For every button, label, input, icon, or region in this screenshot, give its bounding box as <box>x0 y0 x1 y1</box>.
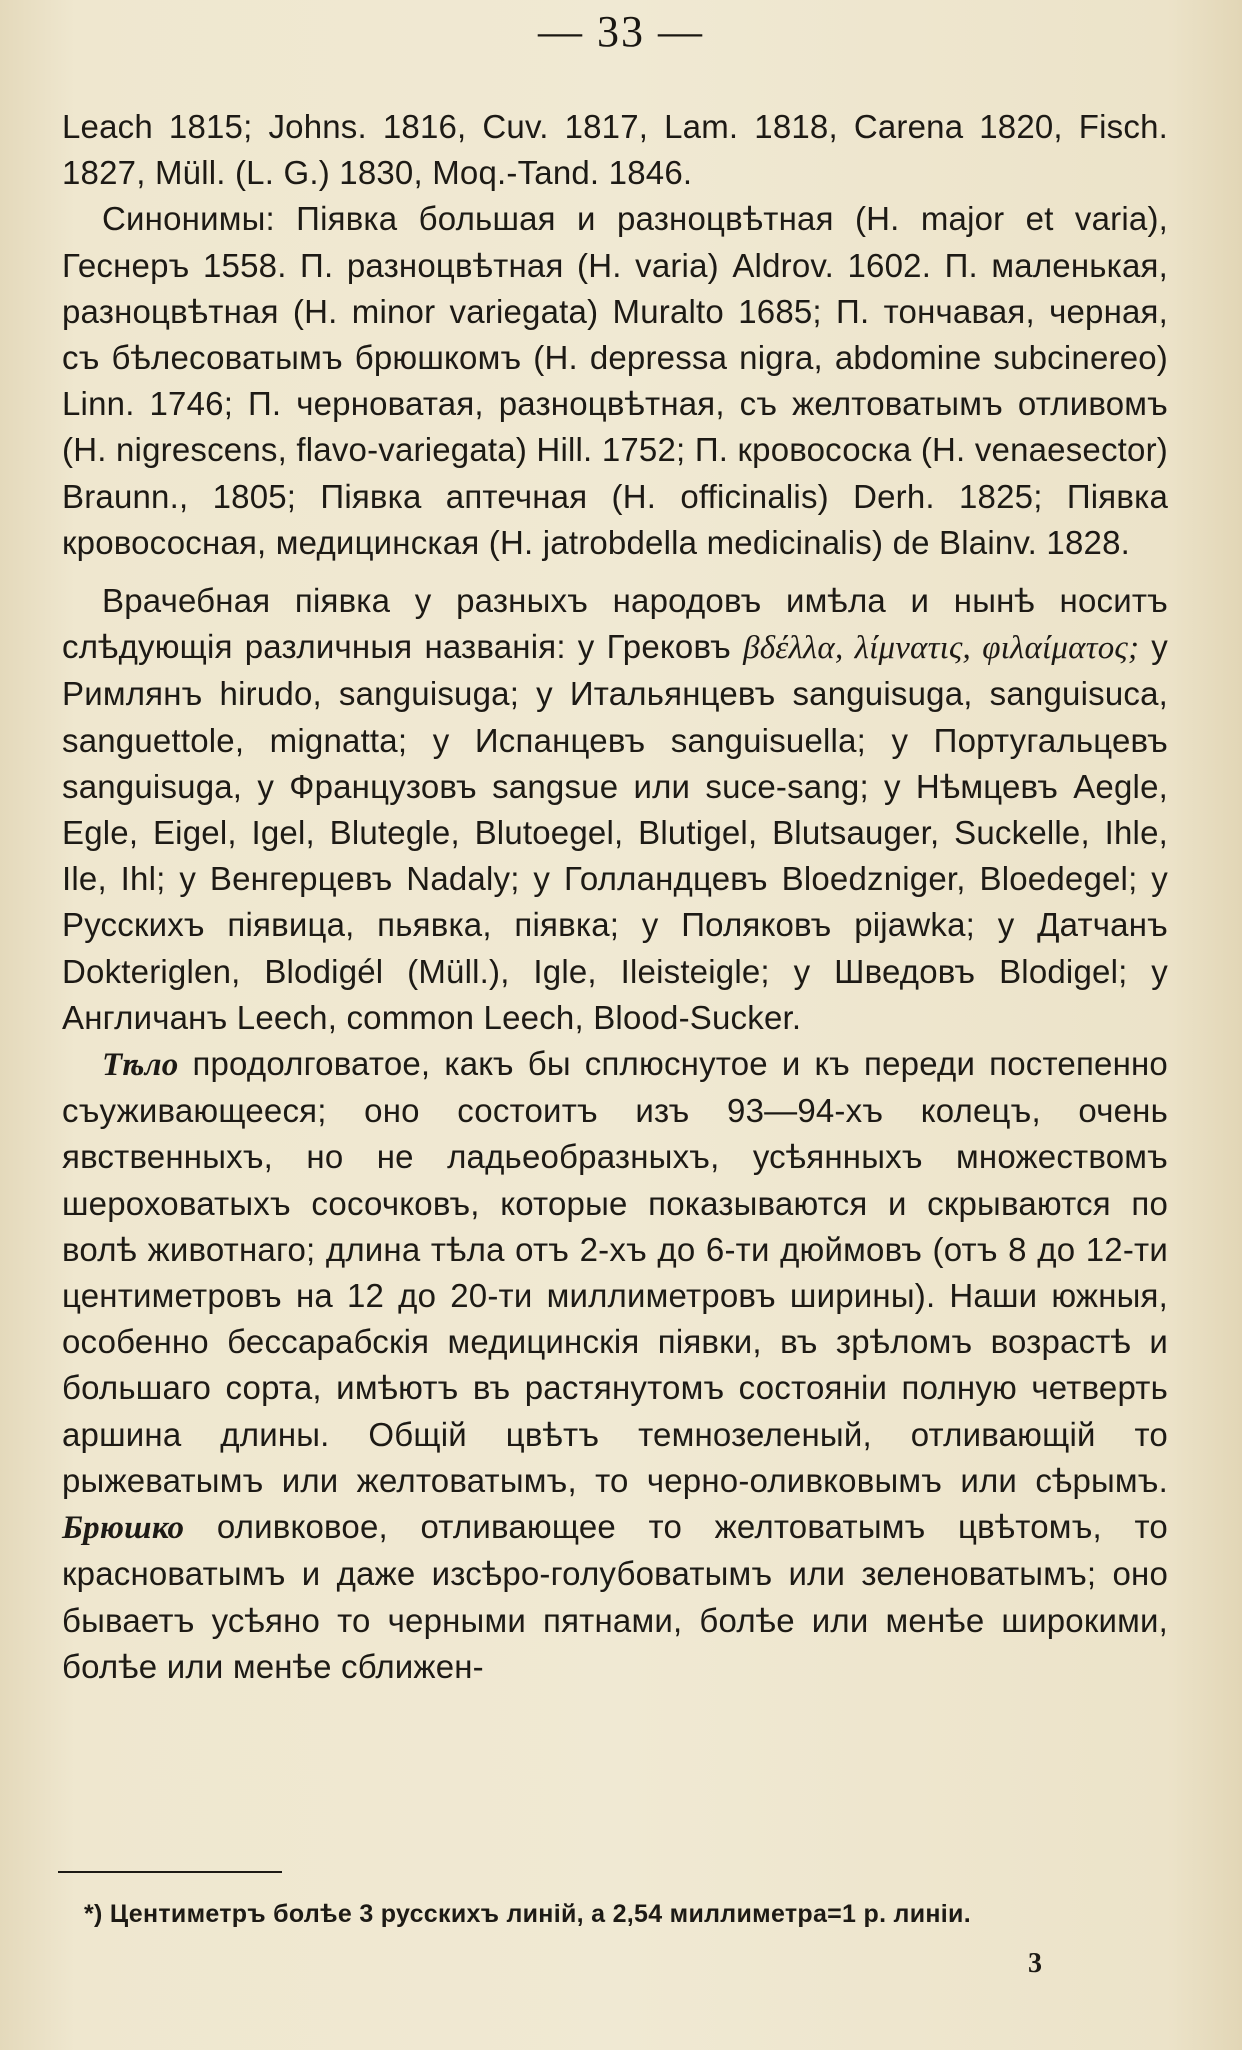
footnote: *) Центиметръ болѣе 3 русскихъ линій, а 2,54 миллиметра=1 р. линіи. <box>84 1900 971 1928</box>
body-description: продолговатое, какъ бы сплюснутое и къ переди постепенно съуживающееся; оно состоитъ изъ 93—94-хъ колецъ, очень явственныхъ, но не ладьеобразныхъ, усѣянныхъ множествомъ шероховатыхъ сосочковъ, которые показываются и скрываются по волѣ животнаго; длина тѣла отъ 2-хъ до 6-ти дюймовъ (отъ 8 до 12-ти центиметровъ на 12 до 20-ти миллиметровъ ширины). Наши южныя, особенно бессарабскія медицинскія піявки, въ зрѣломъ возрастѣ и большаго сорта, имѣютъ въ растянутомъ состояніи полную четверть аршина длины. Общій цвѣтъ темнозеленый, отливающій то рыжеватымъ или желтоватымъ, то черно-оливковымъ или сѣрымъ. <box>62 1045 1168 1499</box>
printer-signature-mark: 3 <box>1028 1948 1042 1979</box>
footnote-divider <box>58 1871 282 1873</box>
term-body: Тѣло <box>102 1047 179 1084</box>
term-belly: Брюшко <box>62 1510 185 1547</box>
greek-names: βδέλλα, λίμνατις, φιλαίματος; <box>743 630 1140 667</box>
belly-description: оливковое, отливающее то желтоватымъ цвѣтомъ, то красноватымъ и даже изсѣро-голубоватымъ или зеленоватымъ; оно бываетъ усѣяно то черными пятнами, болѣе или менѣе широкими, болѣе или менѣе сближен- <box>62 1508 1168 1685</box>
paragraph-names <box>62 578 1168 1041</box>
names-intro: Врачебная піявка у разныхъ народовъ имѣла и нынѣ носитъ слѣдующія различныя названія: у Грековъ <box>62 582 1168 666</box>
paragraph-synonyms: Синонимы: Піявка большая и разноцвѣтная (H. major et varia), Геснеръ 1558. П. разноцвѣтная (H. varia) Aldrov. 1602. П. маленькая, разноцвѣтная (H. minor variegata) Muralto 1685; П. тончавая, черная, съ бѣлесоватымъ брюшкомъ (H. depressa nigra, abdomine subcinereo) Linn. 1746; П. черноватая, разноцвѣтная, съ желтоватымъ отливомъ (H. nigrescens, flavo-variegata) Hill. 1752; П. кровососка (H. venaesector) Braunn., 1805; Піявка аптечная (H. officinalis) Derh. 1825; Піявка кровососная, медицинская (H. jatrobdella medicinalis) de Blainv. 1828. <box>62 200 1168 561</box>
body-text <box>62 104 1168 1690</box>
paragraph-body-description <box>62 1041 1168 1690</box>
paragraph-citations: Leach 1815; Johns. 1816, Cuv. 1817, Lam. 1818, Carena 1820, Fisch. 1827, Müll. (L. G.) 1830, Moq.-Tand. 1846. <box>62 108 1168 192</box>
page-number: — 33 — <box>538 7 704 56</box>
names-list: у Римлянъ hirudo, sanguisuga; у Итальянцевъ sanguisuga, sanguisuca, sanguettole, mignatta; у Испанцевъ sanguisuella; у Португальцевъ sanguisuga, у Французовъ sangsue или suce-sang; у Нѣмцевъ Aegle, Egle, Eigel, Igel, Blutegle, Blutoegel, Blutigel, Blutsauger, Suckelle, Ihle, Ile, Ihl; у Венгерцевъ Nadaly; у Голландцевъ Bloedzniger, Bloedegel; у Русскихъ піявица, пьявка, піявка; у Поляковъ pijawka; у Датчанъ Dokteriglen, Blodigél (Müll.), Igle, Ileisteigle; у Шведовъ Blodigel; у Англичанъ Leech, common Leech, Blood-Sucker. <box>62 628 1168 1036</box>
